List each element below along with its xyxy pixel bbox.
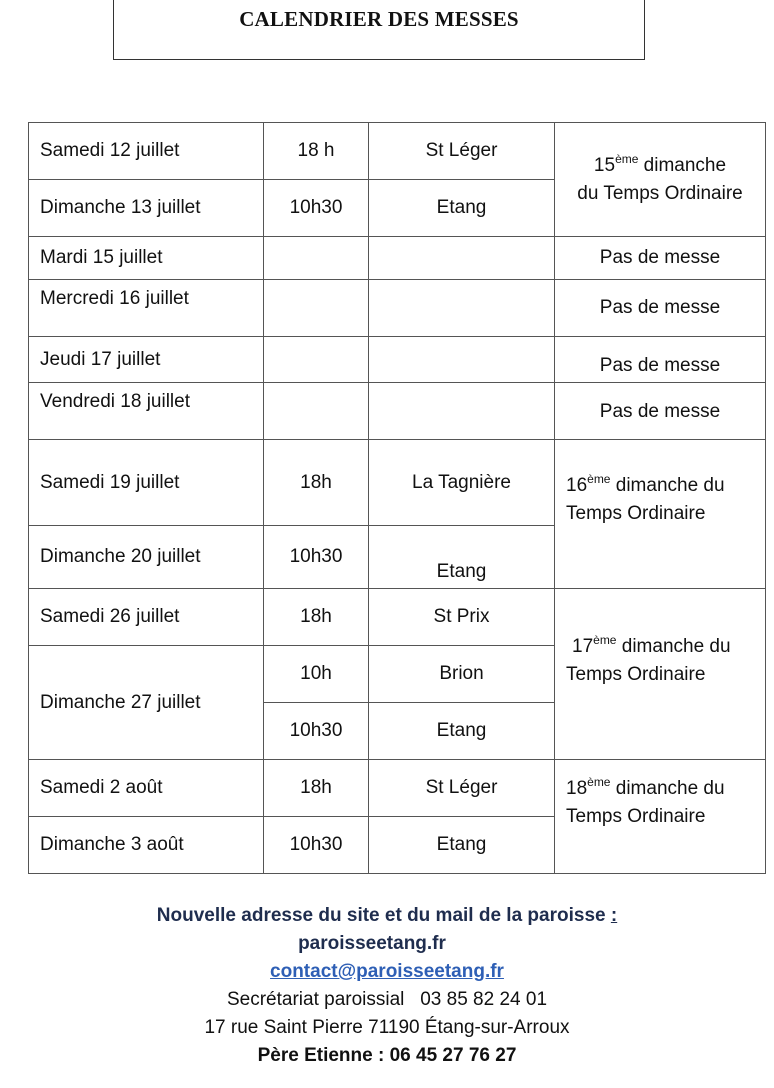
title-box bbox=[113, 0, 645, 60]
sunday-line2: Temps Ordinaire bbox=[566, 664, 706, 685]
sunday-label-18 bbox=[555, 760, 766, 874]
footer-headline bbox=[0, 902, 774, 930]
sunday-suffix: ème bbox=[587, 775, 611, 789]
sunday-line2: Temps Ordinaire bbox=[566, 806, 706, 827]
table-cell-day: Samedi 26 juillet bbox=[29, 589, 264, 646]
table-cell-time: 10h30 bbox=[264, 703, 369, 760]
page-title: CALENDRIER DES MESSES bbox=[239, 7, 519, 31]
sunday-suffix: ème bbox=[615, 152, 639, 166]
parish-address: 17 rue Saint Pierre 71190 Étang-sur-Arroux bbox=[204, 1017, 570, 1038]
table-cell-place: Etang bbox=[369, 180, 555, 237]
table-cell-place: La Tagnière bbox=[369, 440, 555, 526]
sunday-number: 18 bbox=[566, 778, 588, 799]
sunday-line1: dimanche du bbox=[610, 475, 725, 496]
no-mass-note: Pas de messe bbox=[555, 237, 766, 280]
priest-phone: Père Etienne : 06 45 27 76 27 bbox=[257, 1045, 517, 1066]
sunday-suffix: ème bbox=[587, 472, 611, 486]
table-cell-time: 18 h bbox=[264, 123, 369, 180]
mass-schedule-table bbox=[28, 122, 766, 874]
table-cell-place: Etang bbox=[369, 817, 555, 874]
sunday-line2: du Temps Ordinaire bbox=[577, 183, 743, 204]
website-link[interactable]: paroisseetang.fr bbox=[298, 933, 446, 954]
footer-headline-text: Nouvelle adresse du site et du mail de la paroisse bbox=[156, 905, 606, 926]
table-cell-time: 10h bbox=[264, 646, 369, 703]
sunday-number: 17 bbox=[572, 636, 594, 657]
no-mass-note: Pas de messe bbox=[555, 383, 766, 440]
sunday-label-17 bbox=[555, 589, 766, 760]
table-cell-day: Mercredi 16 juillet bbox=[29, 280, 264, 337]
table-cell-day: Samedi 2 août bbox=[29, 760, 264, 817]
sunday-label-16 bbox=[555, 440, 766, 589]
table-cell-day: Samedi 12 juillet bbox=[29, 123, 264, 180]
table-cell-place: Brion bbox=[369, 646, 555, 703]
sunday-line2: Temps Ordinaire bbox=[566, 503, 706, 524]
sunday-number: 15 bbox=[593, 155, 616, 176]
footer-headline-colon: : bbox=[610, 905, 618, 926]
table-cell-time: 10h30 bbox=[264, 180, 369, 237]
sunday-line1: dimanche du bbox=[616, 636, 731, 657]
email-link[interactable]: contact@paroisseetang.fr bbox=[270, 961, 504, 982]
table-cell-empty bbox=[369, 337, 555, 383]
table-cell-day: Dimanche 27 juillet bbox=[29, 646, 264, 760]
table-cell-empty bbox=[264, 383, 369, 440]
table-cell-place: St Léger bbox=[369, 760, 555, 817]
no-mass-note: Pas de messe bbox=[555, 337, 766, 383]
sunday-suffix: ème bbox=[593, 633, 617, 647]
sunday-line1: dimanche bbox=[638, 155, 727, 176]
table-cell-day: Vendredi 18 juillet bbox=[29, 383, 264, 440]
table-cell-day: Mardi 15 juillet bbox=[29, 237, 264, 280]
table-cell-empty bbox=[369, 237, 555, 280]
parish-contact-footer bbox=[0, 902, 774, 1070]
table-cell-empty bbox=[369, 383, 555, 440]
table-cell-time: 18h bbox=[264, 440, 369, 526]
table-cell-day: Jeudi 17 juillet bbox=[29, 337, 264, 383]
table-cell-place: St Prix bbox=[369, 589, 555, 646]
table-cell-day: Dimanche 3 août bbox=[29, 817, 264, 874]
table-cell-time: 18h bbox=[264, 589, 369, 646]
secretariat-phone: Secrétariat paroissial 03 85 82 24 01 bbox=[226, 989, 548, 1010]
table-cell-empty bbox=[264, 280, 369, 337]
sunday-line1: dimanche du bbox=[610, 778, 725, 799]
table-cell-place: St Léger bbox=[369, 123, 555, 180]
table-cell-place: Etang bbox=[369, 703, 555, 760]
no-mass-note: Pas de messe bbox=[555, 280, 766, 337]
table-cell-day: Samedi 19 juillet bbox=[29, 440, 264, 526]
table-cell-day: Dimanche 20 juillet bbox=[29, 526, 264, 589]
table-cell-empty bbox=[369, 280, 555, 337]
sunday-label-15 bbox=[555, 123, 766, 237]
table-cell-day: Dimanche 13 juillet bbox=[29, 180, 264, 237]
table-cell-time: 10h30 bbox=[264, 526, 369, 589]
table-cell-place: Etang bbox=[369, 526, 555, 589]
sunday-number: 16 bbox=[566, 475, 588, 496]
table-cell-empty bbox=[264, 237, 369, 280]
table-cell-time: 10h30 bbox=[264, 817, 369, 874]
table-cell-empty bbox=[264, 337, 369, 383]
table-cell-time: 18h bbox=[264, 760, 369, 817]
